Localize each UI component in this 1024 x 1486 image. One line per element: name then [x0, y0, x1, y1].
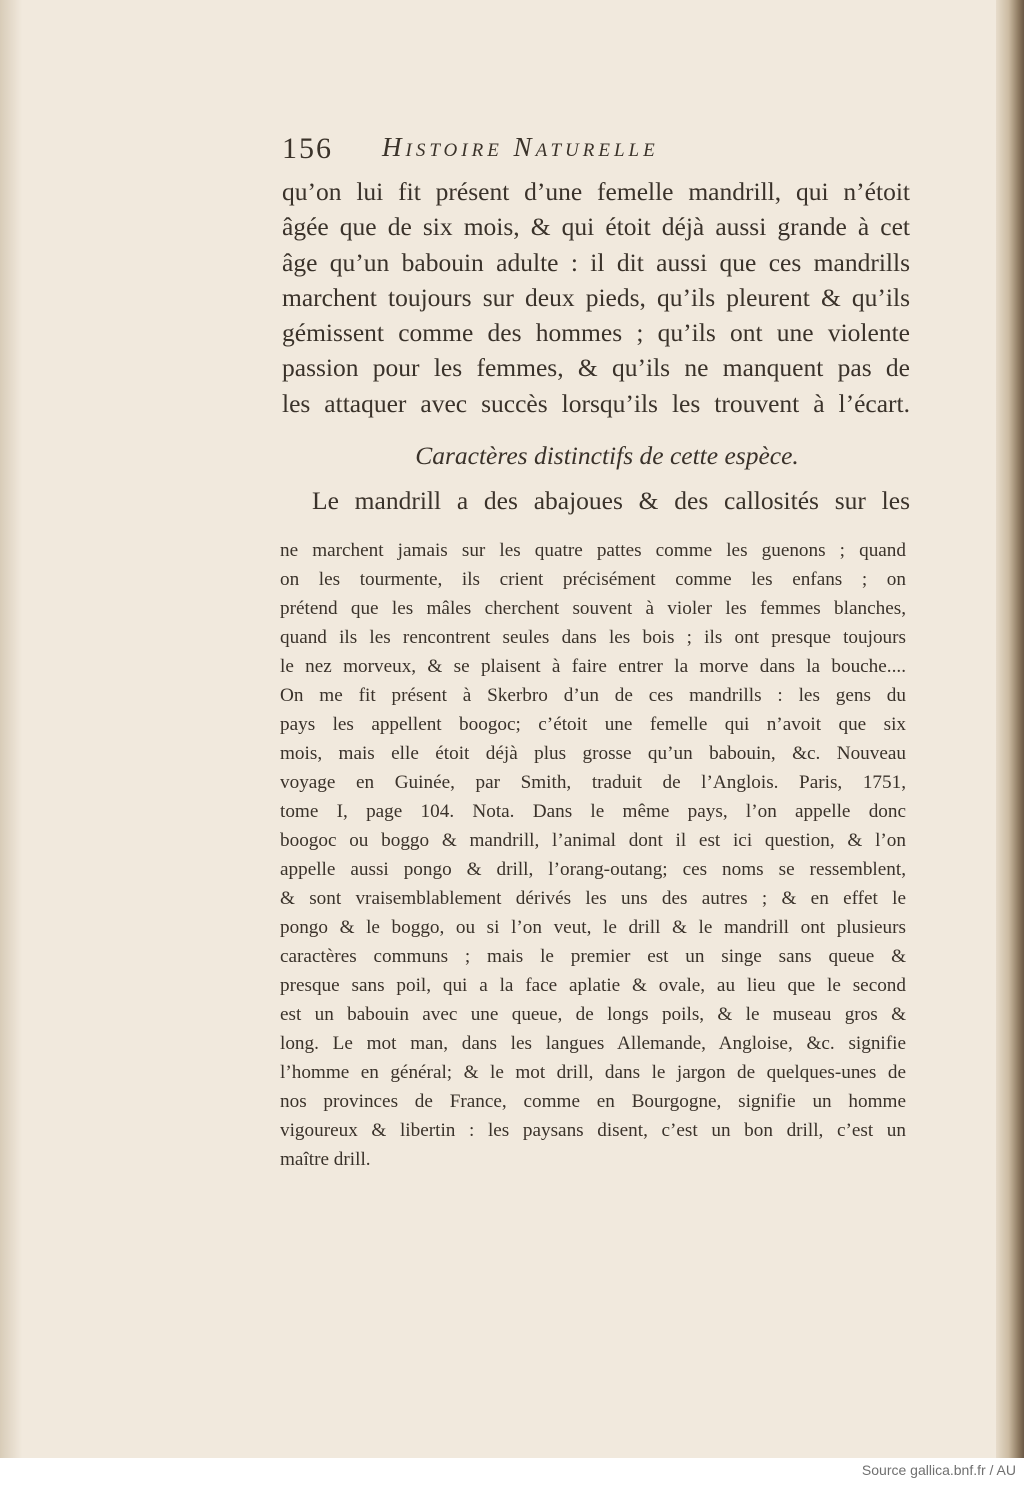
footnote-line: mois, mais elle étoit déjà plus grosse qu’un babouin, &c. Nouveau [280, 743, 906, 764]
main-text-line: âgée que de six mois, & qui étoit déjà aussi grande à cet [282, 212, 910, 242]
main-text [282, 174, 910, 421]
footnote-line: prétend que les mâles cherchent souvent à violer les femmes blanches, [280, 598, 906, 619]
spine-shadow [0, 0, 22, 1458]
running-title: Histoire Naturelle [382, 132, 659, 162]
footnote-line: pongo & le boggo, ou si l’on veut, le drill & le mandrill ont plusieurs [280, 917, 906, 938]
footnote-line: voyage en Guinée, par Smith, traduit de l’Anglois. Paris, 1751, [280, 772, 906, 793]
section-heading-text: Caractères distinctifs de cette espèce. [415, 441, 799, 470]
footnote-line: On me fit présent à Skerbro d’un de ces mandrills : les gens du [280, 685, 906, 706]
footnote-line: boogoc ou boggo & mandrill, l’animal dont il est ici question, & l’on [280, 830, 906, 851]
section-heading [282, 441, 910, 471]
main-text-line: les attaquer avec succès lorsqu’ils les trouvent à l’écart. [282, 388, 910, 418]
footnote-line: pays les appellent boogoc; c’étoit une femelle qui n’avoit que six [280, 714, 906, 735]
page-edge [996, 0, 1024, 1458]
footnote-line: caractères communs ; mais le premier est un singe sans queue & [280, 946, 906, 967]
footnote-line: quand ils les rencontrent seules dans les bois ; ils ont presque toujours [280, 627, 906, 648]
footnote-line: nos provinces de France, comme en Bourgogne, signifie un homme [280, 1091, 906, 1112]
main-text-line: âge qu’un babouin adulte : il dit aussi que ces mandrills [282, 247, 910, 277]
footnote-line: on les tourmente, ils crient précisément comme les enfans ; on [280, 569, 906, 590]
main-text-line: gémissent comme des hommes ; qu’ils ont une violente [282, 318, 910, 348]
footnote-line: vigoureux & libertin : les paysans disent, c’est un bon drill, c’est un [280, 1120, 906, 1141]
footnote-line: & sont vraisemblablement dérivés les uns des autres ; & en effet le [280, 888, 906, 909]
main-text-line: marchent toujours sur deux pieds, qu’ils pleurent & qu’ils [282, 282, 910, 312]
section-lead-line: Le mandrill a des abajoues & des callosités sur les [312, 486, 910, 515]
source-credit: Source gallica.bnf.fr / AU [861, 1462, 1016, 1478]
footnote-line: maître drill. [280, 1149, 371, 1170]
footnote-line: ne marchent jamais sur les quatre pattes comme les guenons ; quand [280, 540, 906, 561]
page-header [282, 130, 922, 170]
footnote-line: tome I, page 104. Nota. Dans le même pays, l’on appelle donc [280, 801, 906, 822]
main-text-line: qu’on lui fit présent d’une femelle mandrill, qui n’étoit [282, 177, 910, 206]
footnote-line: est un babouin avec une queue, de longs poils, & le museau gros & [280, 1004, 906, 1025]
source-bar [0, 1458, 1024, 1486]
footnote-line: long. Le mot man, dans les langues Allemande, Angloise, &c. signifie [280, 1033, 906, 1054]
footnote-line: le nez morveux, & se plaisent à faire entrer la morve dans la bouche.... [280, 656, 906, 677]
footnote-line: l’homme en général; & le mot drill, dans le jargon de quelques-unes de [280, 1062, 906, 1083]
footnote [280, 536, 906, 1174]
footnote-line: presque sans poil, qui a la face aplatie & ovale, au lieu que le second [280, 975, 906, 996]
footnote-line: appelle aussi pongo & drill, l’orang-outang; ces noms se ressemblent, [280, 859, 906, 880]
page-number: 156 [282, 132, 333, 165]
main-text-line: passion pour les femmes, & qu’ils ne manquent pas de [282, 353, 910, 383]
